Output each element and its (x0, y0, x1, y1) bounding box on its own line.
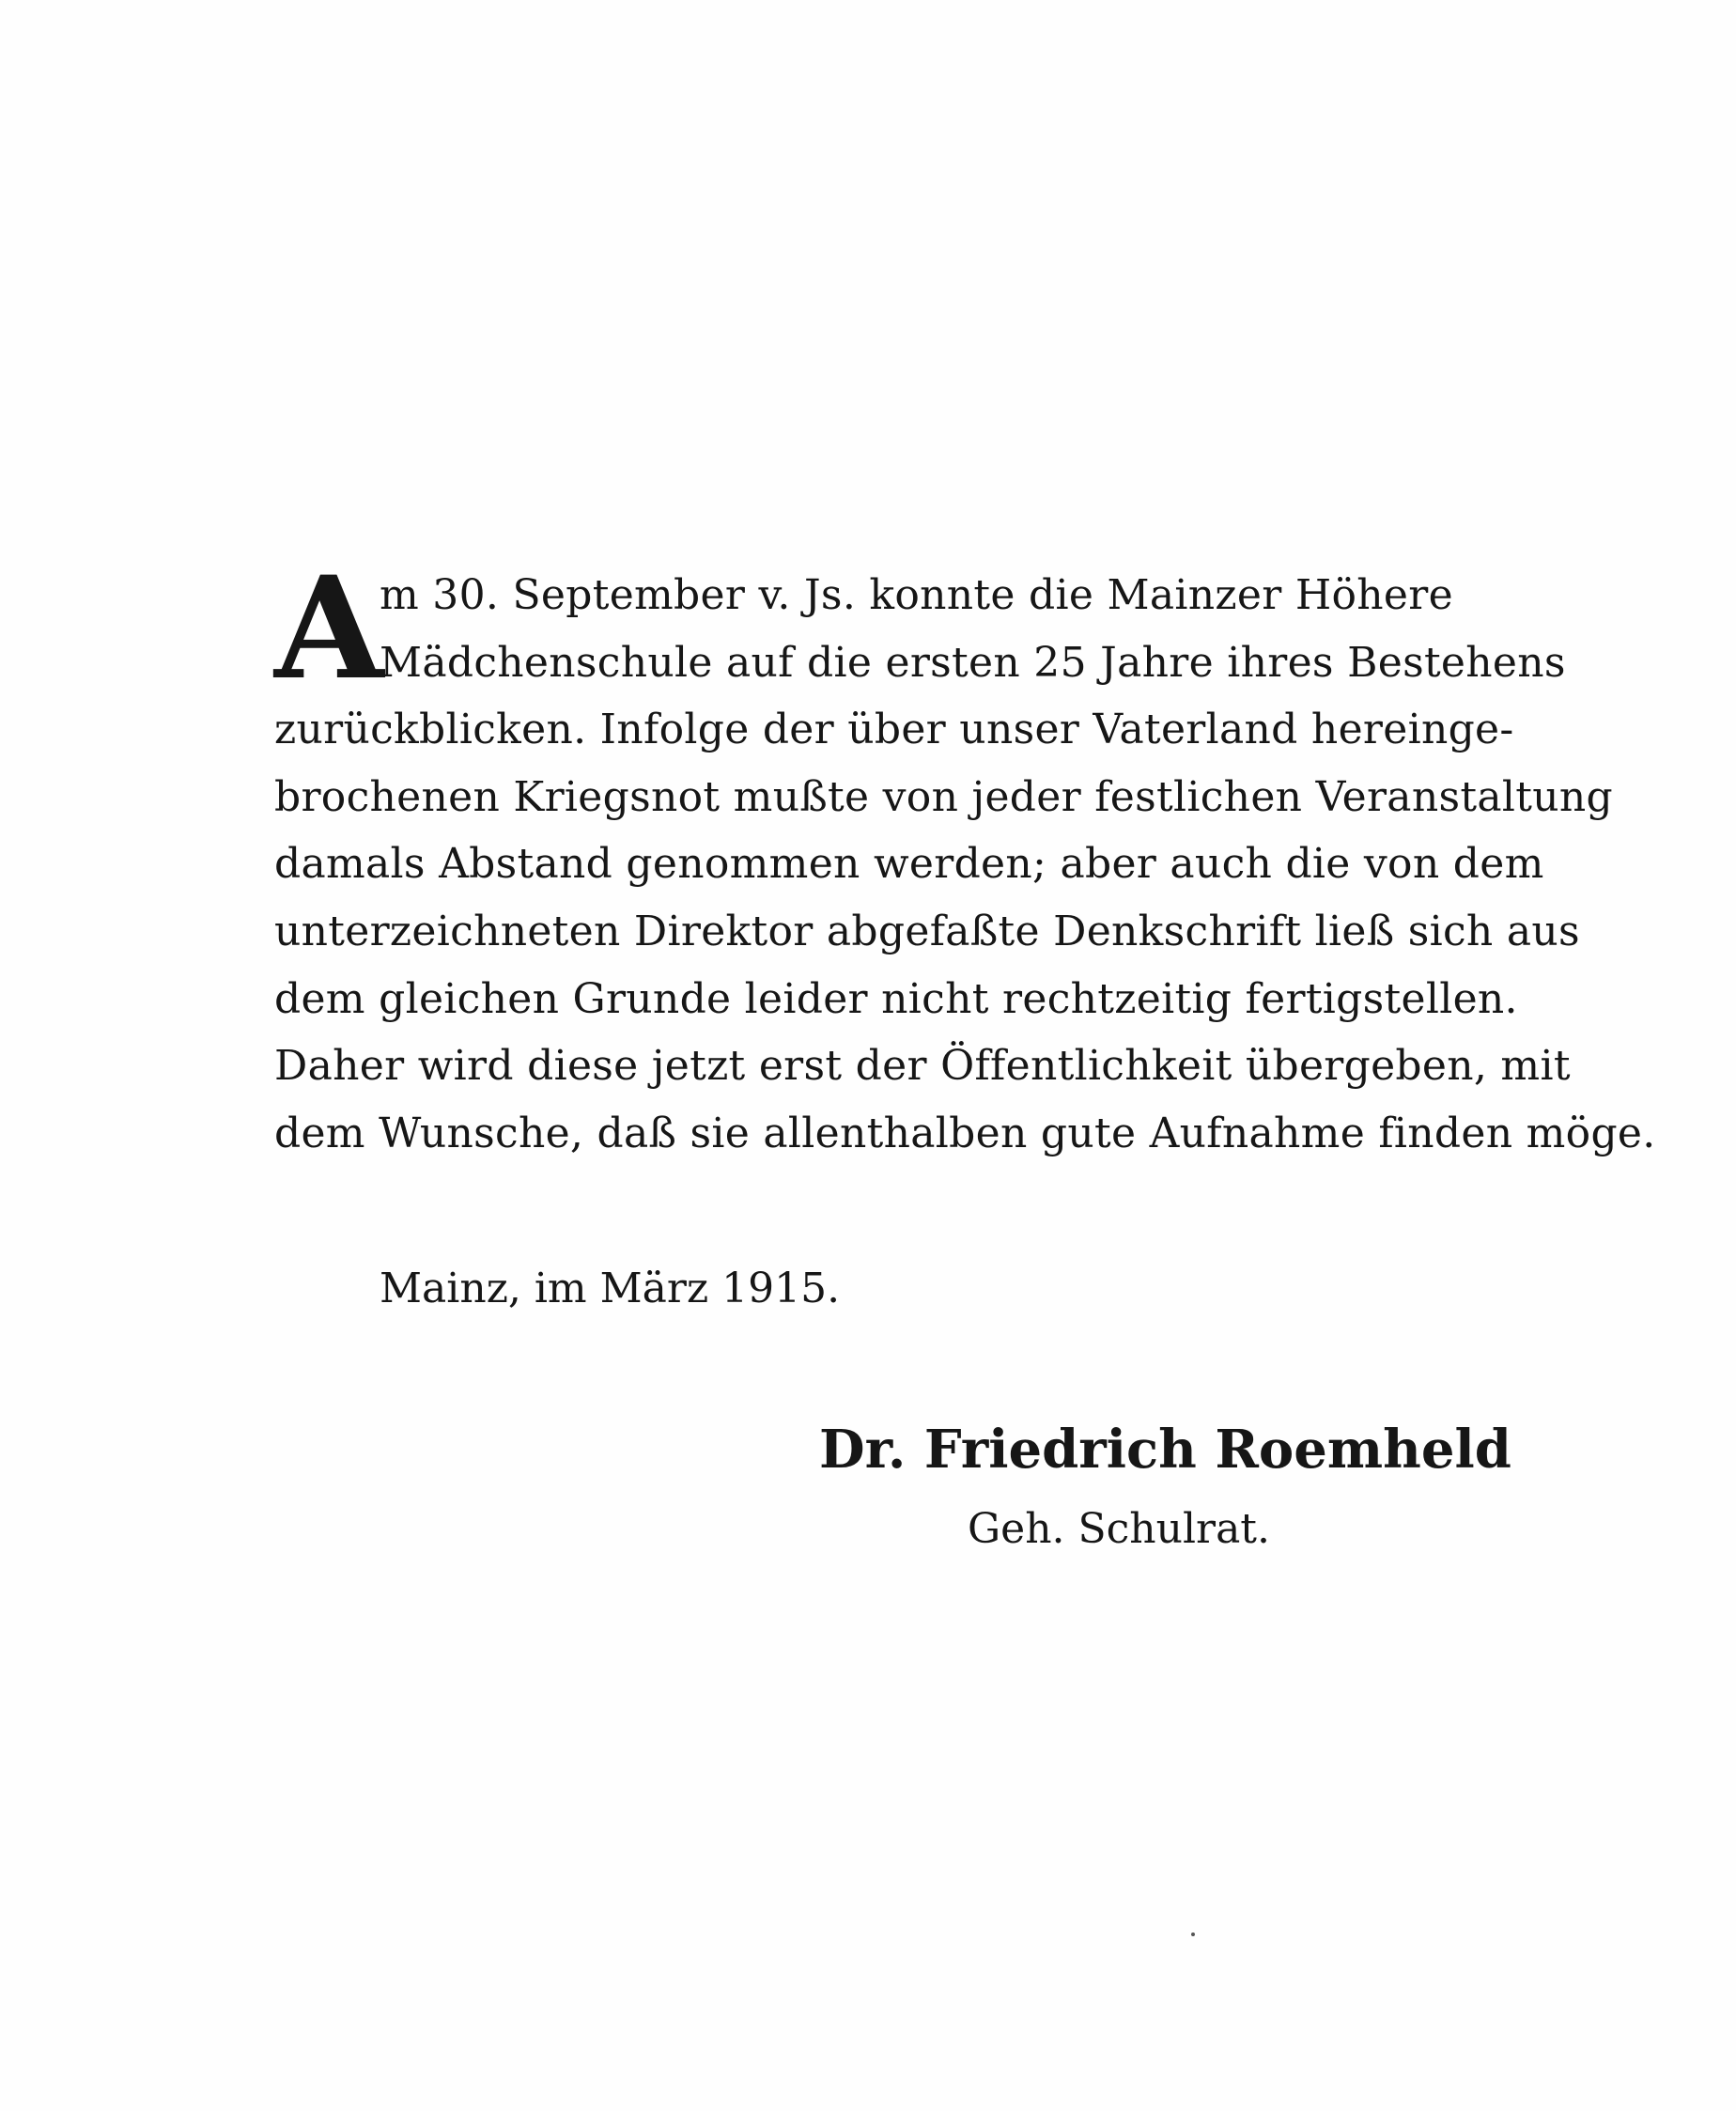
letter-line-3: zurückblicken. Infolge der über unser Vaterland hereinge- (274, 706, 1514, 754)
letter-line-5: damals Abstand genommen werden; aber auch die von dem (274, 840, 1544, 889)
signature-title: Geh. Schulrat. (968, 1505, 1270, 1553)
letter-line-4: brochenen Kriegsnot mußte von jeder festlichen Veranstaltung (274, 772, 1613, 821)
letter-line-6: unterzeichneten Direktor abgefaßte Denkschrift ließ sich aus (274, 907, 1580, 955)
place-and-date: Mainz, im März 1915. (380, 1265, 841, 1312)
letter-line-7: dem gleichen Grunde leider nicht rechtzeitig fertigstellen. (274, 974, 1518, 1023)
paper-speck (1191, 1932, 1195, 1936)
letter-line-1: m 30. September v. Js. konnte die Mainzer Höhere (380, 571, 1453, 619)
letter-line-9: dem Wunsche, daß sie allenthalben gute Aufnahme finden möge. (274, 1109, 1656, 1157)
letter-line-8: Daher wird diese jetzt erst der Öffentlichkeit übergeben, mit (274, 1042, 1571, 1091)
drop-cap-initial: A (274, 546, 384, 711)
letter-line-2: Mädchenschule auf die ersten 25 Jahre ihres Bestehens (380, 638, 1566, 687)
signature-name: Dr. Friedrich Roemheld (819, 1419, 1511, 1481)
letter-body (274, 562, 1656, 1167)
